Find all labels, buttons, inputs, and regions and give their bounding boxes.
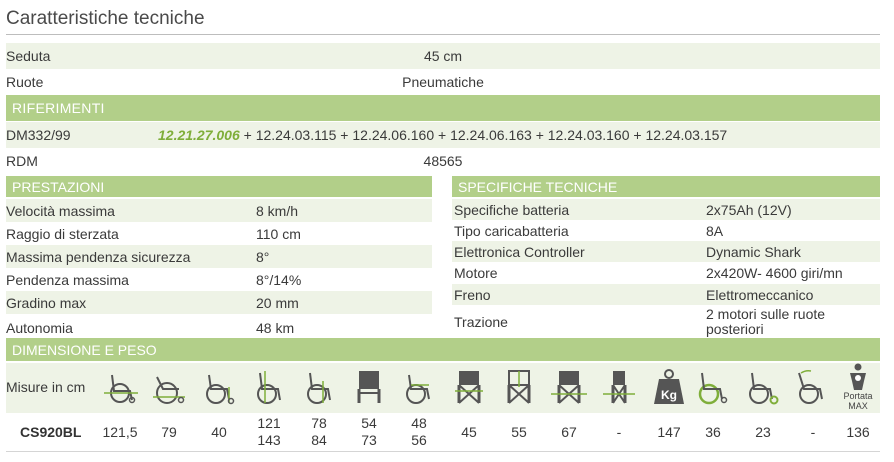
dimension-value-second: 73 (361, 432, 377, 448)
prestazioni-label: Pendenza massima (6, 271, 129, 288)
kg-label: Kg (661, 388, 677, 402)
dimension-value: 23 (755, 424, 771, 440)
weight-kg-icon (649, 367, 689, 407)
wheelchair-rear-wheel-icon (693, 367, 733, 407)
specifiche-value (706, 307, 825, 337)
wheelchair-recline-icon (793, 367, 833, 407)
specifiche-header: SPECIFICHE TECNICHE (452, 176, 880, 197)
prestazioni-label: Autonomia (6, 319, 73, 336)
prestazioni-row (6, 222, 432, 245)
prestazioni-label: Massima pendenza sicurezza (6, 248, 191, 265)
dimension-value: 36 (705, 424, 721, 440)
portata-label (836, 391, 880, 411)
row-seduta (6, 43, 880, 69)
wheelchair-depth-icon (399, 367, 439, 407)
prestazioni-value: 20 mm (256, 294, 299, 311)
misure-label: Misure in cm (6, 379, 86, 395)
specifiche-row (452, 220, 880, 241)
dimension-value-second: 143 (257, 432, 281, 448)
dimension-value-double (294, 415, 344, 449)
page-title: Caratteristiche tecniche (6, 8, 205, 29)
wheelchair-folded-length-icon (149, 367, 189, 407)
prestazioni-header: PRESTAZIONI (6, 176, 432, 197)
prestazioni-label: Raggio di sterzata (6, 225, 119, 242)
prestazioni-row (6, 245, 432, 268)
prestazioni-label: Gradino max (6, 294, 87, 311)
specifiche-label: Trazione (454, 313, 508, 330)
prestazioni-row (6, 199, 432, 222)
dimension-value-double (344, 415, 394, 449)
dimension-value: 136 (846, 424, 870, 440)
dimension-value: 55 (511, 424, 527, 440)
prestazioni-value: 8° (256, 248, 270, 265)
specifiche-value: Elettromeccanico (706, 286, 814, 303)
prestazioni-value: 48 km (256, 319, 295, 336)
row-rdm (6, 148, 880, 174)
wheelchair-backrest-height-icon (349, 367, 389, 407)
max-load-person-icon (842, 363, 874, 391)
trazione-value-line1: 2 motori sulle ruote (706, 305, 826, 322)
ruote-value: Pneumatiche (402, 74, 484, 90)
portata-label-line1: Portata (843, 391, 873, 401)
dimensioni-header: DIMENSIONE E PESO (6, 338, 880, 361)
seduta-label: Seduta (6, 48, 51, 64)
specifiche-value: 2x420W- 4600 giri/mn (706, 265, 843, 281)
wheelchair-front-wheel-icon (743, 367, 783, 407)
specifiche-label: Freno (454, 286, 491, 303)
wheelchair-total-width-icon (549, 367, 589, 407)
specifiche-label: Tipo caricabatteria (454, 222, 569, 239)
dimension-value: - (810, 424, 816, 440)
rdm-value: 48565 (423, 153, 463, 169)
dm-label: DM332/99 (6, 127, 71, 143)
portata-label-line2: MAX (848, 401, 868, 411)
prestazioni-row (6, 291, 432, 314)
prestazioni-row (6, 314, 432, 341)
specifiche-row (452, 305, 880, 338)
specifiche-value: 2x75Ah (12V) (706, 201, 792, 218)
dimension-value: 121 (257, 415, 281, 431)
dimension-value: 48 (411, 415, 427, 431)
specifiche-label: Specifiche batteria (454, 201, 570, 218)
specifiche-value: Dynamic Shark (706, 243, 801, 260)
dimension-value: 45 (461, 424, 477, 440)
specifiche-label: Motore (454, 265, 498, 281)
wheelchair-height-icon (249, 367, 289, 407)
dimension-value: - (616, 424, 622, 440)
dimension-value: 78 (311, 415, 327, 431)
dimension-value: 67 (561, 424, 577, 440)
dimension-value: 40 (211, 424, 227, 440)
model-values-row (6, 413, 880, 452)
dimension-value-second: 84 (311, 432, 327, 448)
prestazioni-value: 8°/14% (256, 271, 302, 288)
wheelchair-seat-height-icon (199, 367, 239, 407)
prestazioni-label: Velocità massima (6, 202, 115, 219)
prestazioni-row (6, 268, 432, 291)
dimension-value-double (394, 415, 444, 449)
wheelchair-front-width-icon (449, 367, 489, 407)
row-dm (6, 122, 880, 148)
prestazioni-section (6, 176, 432, 338)
dimension-icons-row (6, 363, 880, 413)
specifiche-row (452, 284, 880, 305)
model-name: CS920BL (20, 424, 82, 440)
specifiche-value: 8A (706, 222, 724, 239)
wheelchair-seat-width-icon (499, 367, 539, 407)
specifiche-row (452, 262, 880, 284)
riferimenti-header: RIFERIMENTI (6, 95, 880, 121)
dm-code-highlight: 12.21.27.006 (158, 127, 240, 143)
dm-code-rest: + 12.24.03.115 + 12.24.06.160 + 12.24.06.163 + 12.24.03.160 + 12.24.03.157 (239, 127, 728, 143)
rdm-label: RDM (6, 153, 38, 169)
specifiche-label: Elettronica Controller (454, 243, 585, 260)
prestazioni-value: 110 cm (256, 225, 301, 242)
seduta-value: 45 cm (423, 48, 463, 64)
wheelchair-folded-width-icon (599, 367, 639, 407)
dimension-value: 147 (657, 424, 681, 440)
specifiche-row (452, 199, 880, 220)
title-divider (6, 34, 880, 35)
dimension-value: 54 (361, 415, 377, 431)
dimension-value: 79 (161, 424, 177, 440)
row-ruote (6, 69, 880, 95)
ruote-label: Ruote (6, 74, 44, 90)
specifiche-section (452, 176, 880, 338)
dimension-value-double (244, 415, 294, 449)
prestazioni-value: 8 km/h (256, 202, 299, 219)
wheelchair-armrest-height-icon (299, 367, 339, 407)
trazione-value-line2: posteriori (706, 320, 764, 337)
wheelchair-length-icon (100, 367, 140, 407)
dimension-value: 121,5 (102, 424, 138, 440)
specifiche-row (452, 241, 880, 262)
dimension-value-second: 56 (411, 432, 427, 448)
